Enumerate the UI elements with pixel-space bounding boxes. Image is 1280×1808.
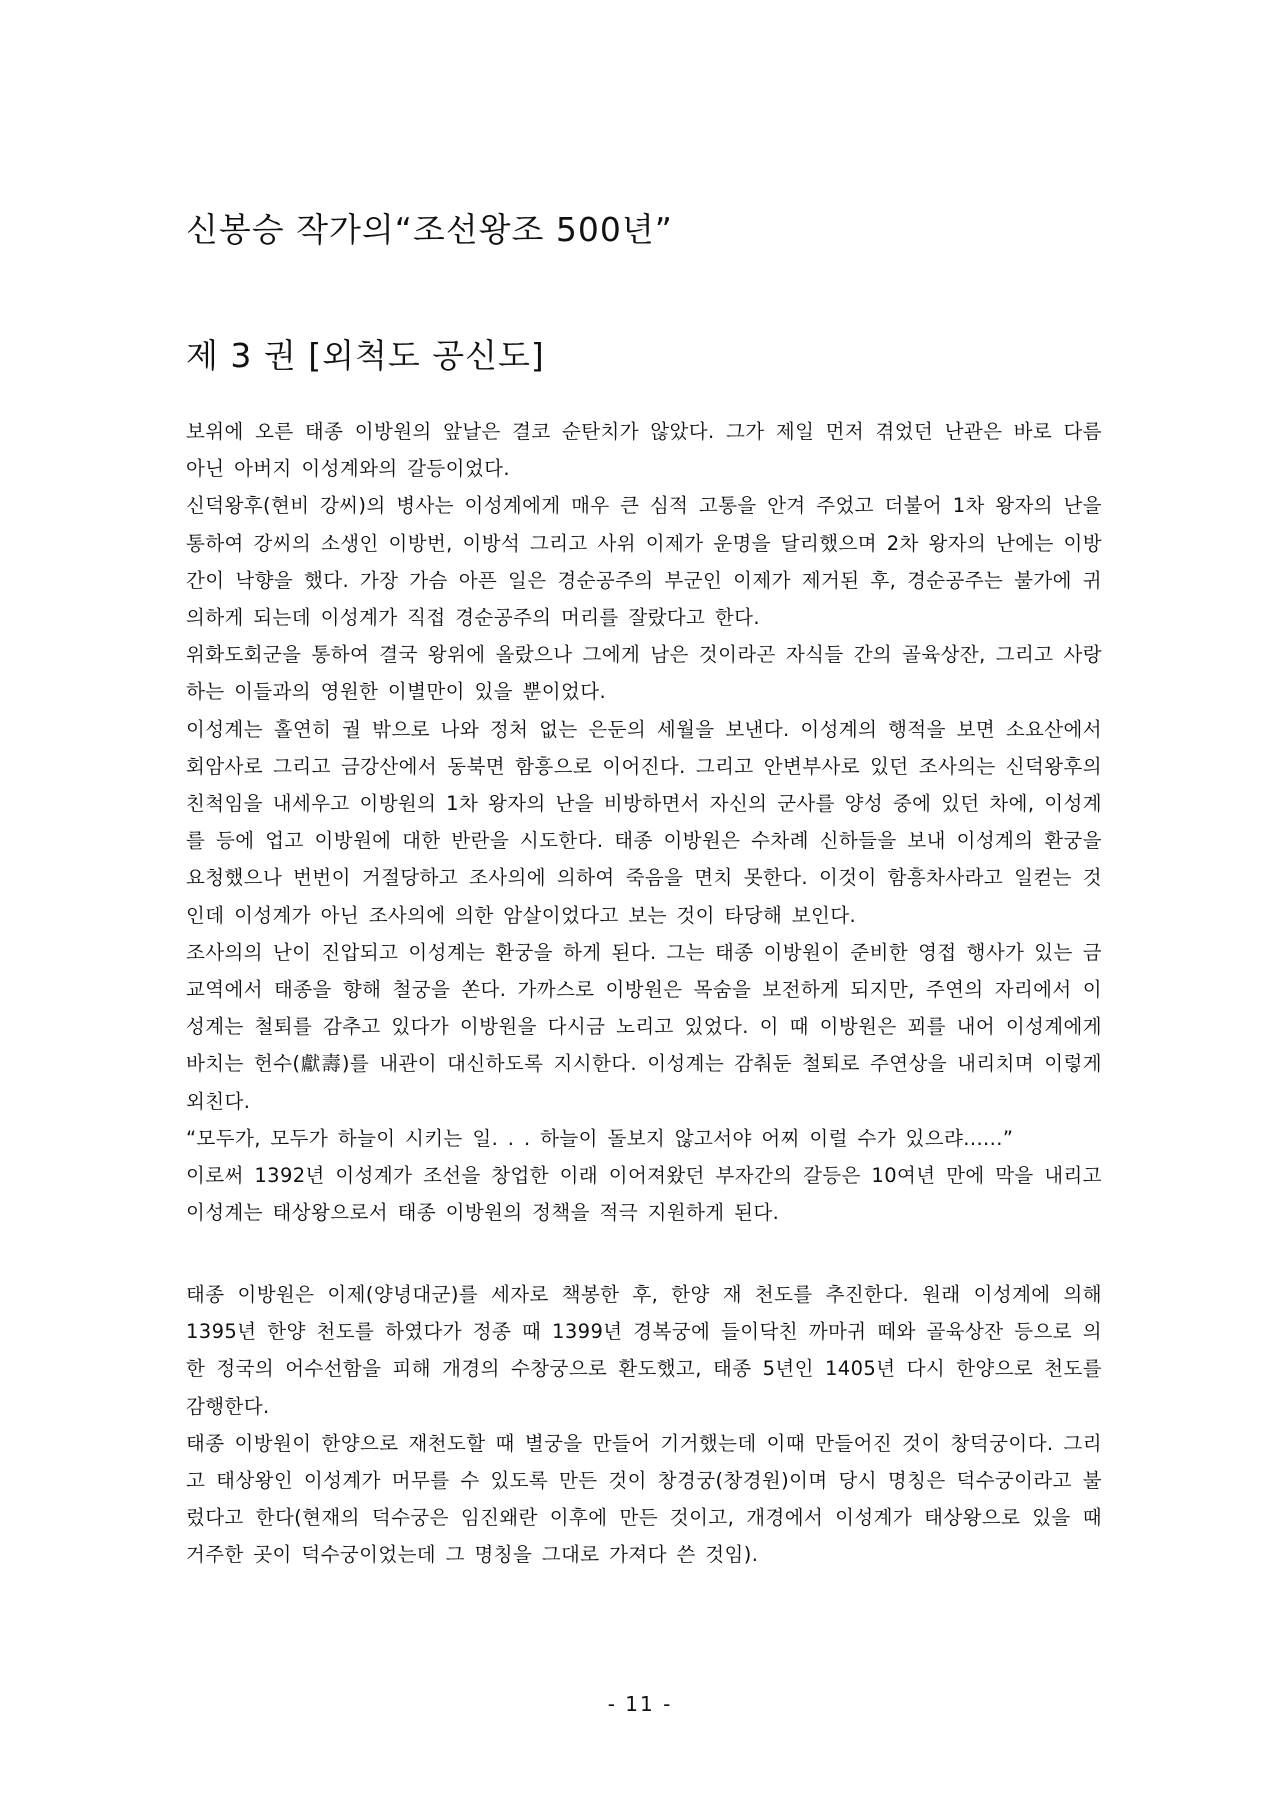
paragraph: 태종 이방원이 한양으로 재천도할 때 별궁을 만들어 기거했는데 이때 만들어진 것이 창덕궁이다. 그리고 태상왕인 이성계가 머무를 수 있도록 만든 것이 창경궁(창경원)이며 당시 명칭은 덕수궁이라고 불렀다고 한다(현재의 덕수궁은 임진왜란 이후에 만든 것이고, 개경에서 이성계가 태상왕으로 있을 때 거주한 곳이 덕수궁이었는데 그 명칭을 그대로 가져다 쓴 것임).: [186, 1431, 1102, 1567]
paragraph: 태종 이방원은 이제(양녕대군)를 세자로 책봉한 후, 한양 재 천도를 추진한다. 원래 이성계에 의해 1395년 한양 천도를 하였다가 정종 때 1399년 경복궁에 들이닥친 까마귀 떼와 골육상잔 등으로 의한 정국의 어수선함을 피해 개경의 수창궁으로 환도했고, 태종 5년인 1405년 다시 한양으로 천도를 감행한다.: [186, 1283, 1102, 1418]
section-2: [186, 1276, 1102, 1574]
paragraph: 위화도회군을 통하여 결국 왕위에 올랐으나 그에게 남은 것이라곤 자식들 간의 골육상잔, 그리고 사랑하는 이들과의 영원한 이별만이 있을 뿐이었다.: [186, 643, 1102, 704]
paragraph: 신덕왕후(현비 강씨)의 병사는 이성계에게 매우 큰 심적 고통을 안겨 주었고 더불어 1차 왕자의 난을 통하여 강씨의 소생인 이방번, 이방석 그리고 사위 이제가 운명을 달리했으며 2차 왕자의 난에는 이방간이 낙향을 했다. 가장 가슴 아픈 일은 경순공주의 부군인 이제가 제거된 후, 경순공주는 불가에 귀의하게 되는데 이성계가 직접 경순공주의 머리를 잘랐다고 한다.: [186, 494, 1102, 630]
paragraph: 이로써 1392년 이성계가 조선을 창업한 이래 이어져왔던 부자간의 갈등은 10여년 만에 막을 내리고 이성계는 태상왕으로서 태종 이방원의 정책을 적극 지원하게 된다.: [186, 1164, 1102, 1225]
page-number: - 11 -: [607, 1692, 673, 1716]
section-1: [186, 413, 1102, 1231]
paragraph: 이성계는 홀연히 궐 밖으로 나와 정처 없는 은둔의 세월을 보낸다. 이성계의 행적을 보면 소요산에서 회암사로 그리고 금강산에서 동북면 함흥으로 이어진다. 그리고 안변부사로 있던 조사의는 신덕왕후의 친척임을 내세우고 이방원의 1차 왕자의 난을 비방하면서 자신의 군사를 양성 중에 있던 차에, 이성계를 등에 업고 이방원에 대한 반란을 시도한다. 태종 이방원은 수차례 신하들을 보내 이성계의 환궁을 요청했으나 번번이 거절당하고 조사의에 의하여 죽음을 면치 못한다. 이것이 함흥차사라고 일컫는 것인데 이성계가 아닌 조사의에 의한 암살이었다고 보는 것이 타당해 보인다.: [186, 717, 1102, 927]
quote-paragraph: “모두가, 모두가 하늘이 시키는 일. . . 하늘이 돌보지 않고서야 어찌 이럴 수가 있으랴......”: [186, 1126, 1014, 1150]
series-title: 신봉승 작가의“조선왕조 500년”: [186, 210, 673, 249]
paragraph: 조사의의 난이 진압되고 이성계는 환궁을 하게 된다. 그는 태종 이방원이 준비한 영접 행사가 있는 금교역에서 태종을 향해 철궁을 쏜다. 가까스로 이방원은 목숨을 보전하게 되지만, 주연의 자리에서 이성계는 철퇴를 감추고 있다가 이방원을 다시금 노리고 있었다. 이 때 이방원은 꾀를 내어 이성계에게 바치는 헌수(獻壽)를 내관이 대신하도록 지시한다. 이성계는 감춰둔 철퇴로 주연상을 내리치며 이렇게 외친다.: [186, 940, 1102, 1113]
volume-title: 제 3 권 [외척도 공신도]: [186, 336, 545, 375]
paragraph: 보위에 오른 태종 이방원의 앞날은 결코 순탄치가 않았다. 그가 제일 먼저 겪었던 난관은 바로 다름 아닌 아버지 이성계와의 갈등이었다.: [186, 420, 1102, 481]
